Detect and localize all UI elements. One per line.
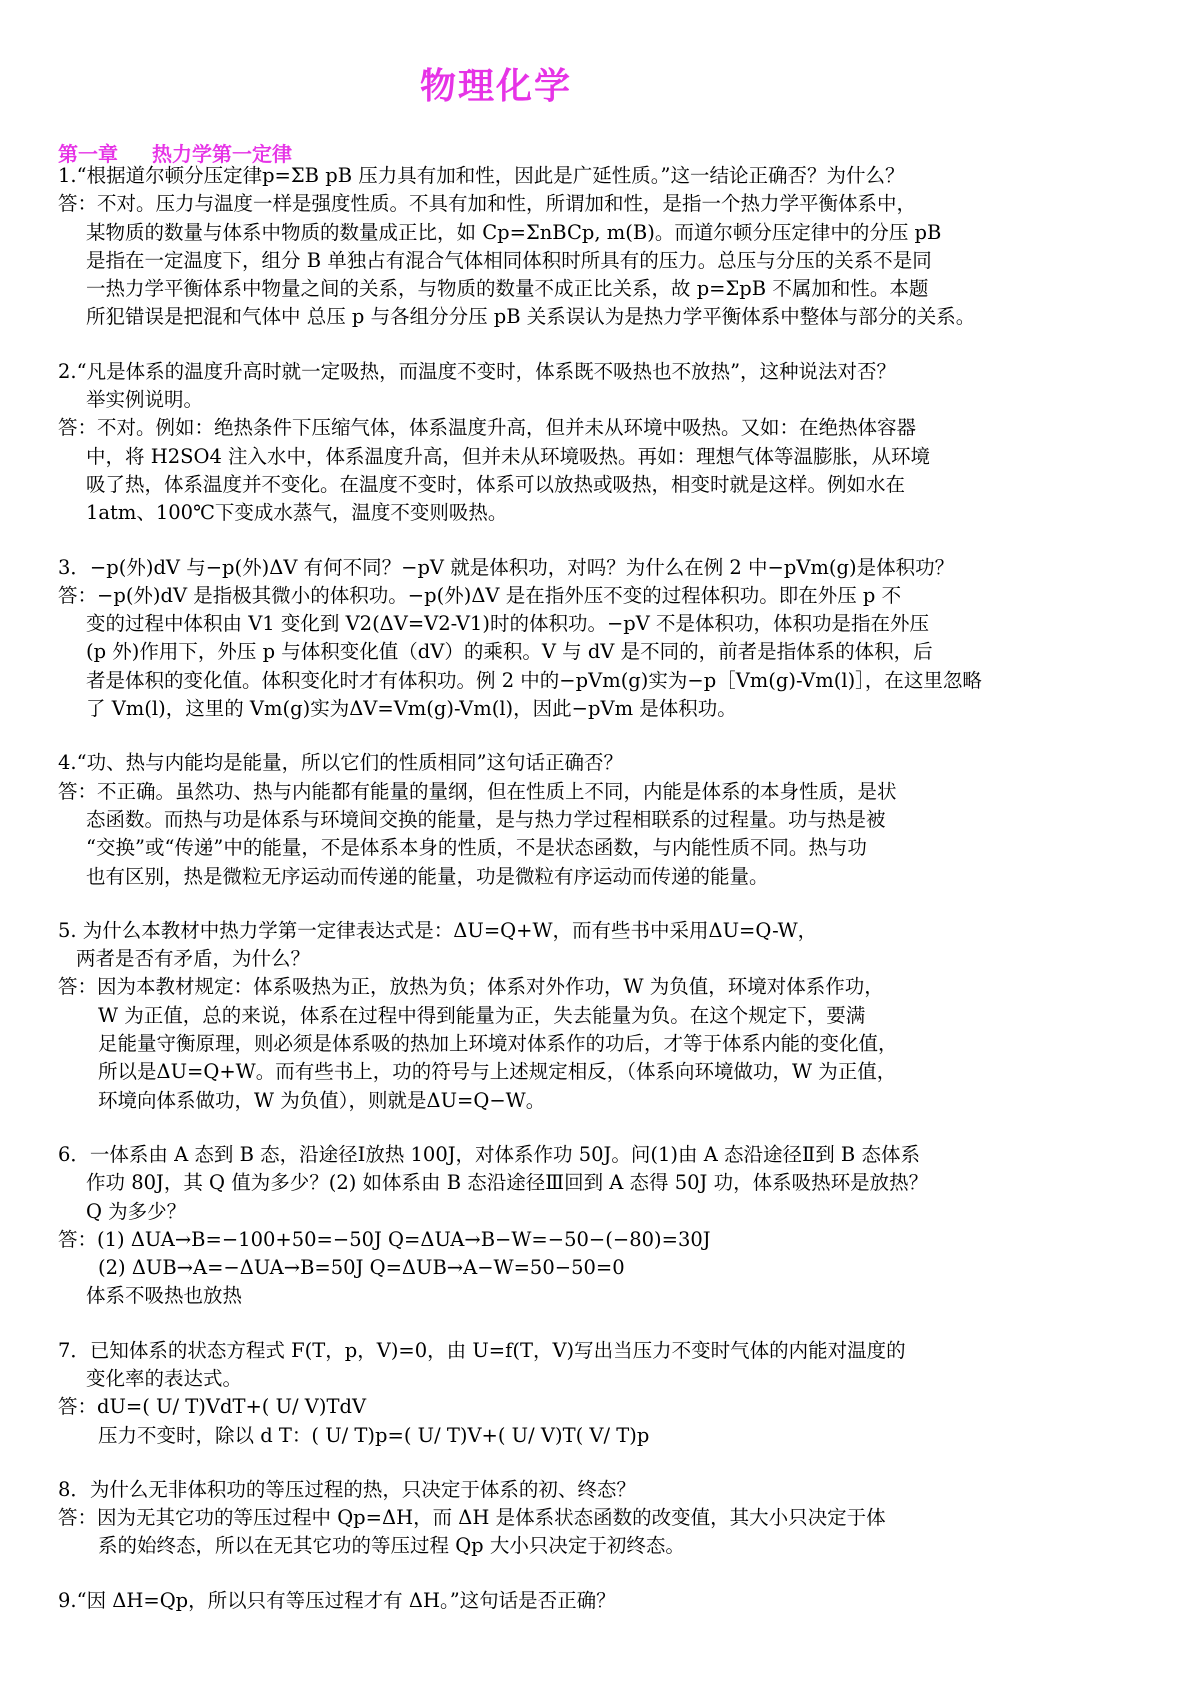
paragraph-spacer [58,1450,1158,1476]
text-line: 压力不变时，除以 d T：( U/ T)p=( U/ T)V+( U/ V)T( V/ T)p [98,1423,650,1447]
page-title: 物理化学 [420,66,573,107]
chapter-name: 热力学第一定律 [152,142,292,166]
text-line: 答：因为无其它功的等压过程中 Qp=ΔH，而 ΔH 是体系状态函数的改变值，其大小只决定于体 [58,1506,886,1530]
text-line: 态函数。而热与功是体系与环境间交换的能量，是与热力学过程相联系的过程量。功与热是被 [86,807,886,831]
chapter-number: 第一章 [58,142,118,166]
qa-item [58,1141,1158,1311]
text-line: “交换”或“传递”中的能量，不是体系本身的性质，不是状态函数，与内能性质不同。热与功 [86,836,867,860]
text-line: 6．一体系由 A 态到 B 态，沿途径Ⅰ放热 100J，对体系作功 50J。问(1)由 A 态沿途径Ⅱ到 B 态体系 [58,1142,920,1166]
paragraph-spacer [58,528,1158,554]
qa-item [58,749,1158,890]
text-line: 一热力学平衡体系中物量之间的关系，与物质的数量不成正比关系，故 p=ΣpB 不属加和性。本题 [86,277,929,301]
text-line: 答：dU=( U/ T)VdT+( U/ V)TdV [58,1395,367,1419]
text-line: Q 为多少？ [86,1199,187,1223]
qa-item [58,162,1158,332]
text-line: (2) ΔUB→A=−ΔUA→B=50J Q=ΔUB→A−W=50−50=0 [98,1256,625,1280]
text-line: 系的始终态，所以在无其它功的等压过程 Qp 大小只决定于初终态。 [98,1534,685,1558]
text-line: 8．为什么无非体积功的等压过程的热，只决定于体系的初、终态？ [58,1477,636,1501]
text-line: 答：(1) ΔUA→B=−100+50=−50J Q=ΔUA→B−W=−50−(−80)=30J [58,1227,711,1251]
text-line: 答：不正确。虽然功、热与内能都有能量的量纲，但在性质上不同，内能是体系的本身性质，是状 [58,779,897,803]
text-line: 9.“因 ΔH=Qp，所以只有等压过程才有 ΔH。”这句话是否正确？ [58,1588,616,1612]
text-line: 体系不吸热也放热 [86,1284,243,1308]
text-line: 举实例说明。 [86,388,204,412]
text-line: 某物质的数量与体系中物质的数量成正比，如 Cp=ΣnBCp, m(B)。而道尔顿分压定律中的分压 pB [86,220,942,244]
paragraph-spacer [58,1115,1158,1141]
text-line: (p 外)作用下，外压 p 与体积变化值（dV）的乘积。V 与 dV 是不同的，前者是指体系的体积，后 [86,640,933,664]
qa-content [58,162,1158,1615]
text-line: 两者是否有矛盾，为什么？ [76,947,311,971]
text-line: 7．已知体系的状态方程式 F(T，p，V)=0，由 U=f(T，V)写出当压力不变时气体的内能对温度的 [58,1338,906,1362]
text-line: 3．−p(外)dV 与−p(外)ΔV 有何不同？−pV 就是体积功，对吗？为什么在例 2 中−pVm(g)是体积功？ [58,555,955,579]
paragraph-spacer [58,1561,1158,1587]
text-line: 是指在一定温度下，组分 B 单独占有混合气体相同体积时所具有的压力。总压与分压的关系不是同 [86,248,932,272]
qa-item [58,1337,1158,1450]
text-line: 也有区别，热是微粒无序运动而传递的能量，功是微粒有序运动而传递的能量。 [86,864,769,888]
qa-item [58,554,1158,724]
text-line: 4.“功、热与内能均是能量，所以它们的性质相同”这句话正确否？ [58,751,624,775]
text-line: 5. 为什么本教材中热力学第一定律表达式是：ΔU=Q+W，而有些书中采用ΔU=Q-W， [58,918,818,942]
text-line: 作功 80J，其 Q 值为多少？(2) 如体系由 B 态沿途径Ⅲ回到 A 态得 50J 功，体系吸热环是放热？ [86,1171,929,1195]
paragraph-spacer [58,1311,1158,1337]
paragraph-spacer [58,891,1158,917]
text-line: 变的过程中体积由 V1 变化到 V2(ΔV=V2-V1)时的体积功。−pV 不是体积功，体积功是指在外压 [86,612,930,636]
text-line: 答：因为本教材规定：体系吸热为正，放热为负；体系对外作功，W 为负值，环境对体系作功， [58,975,884,999]
text-line: W 为正值，总的来说，体系在过程中得到能量为正，失去能量为负。在这个规定下，要满 [98,1003,866,1027]
text-line: 答：不对。压力与温度一样是强度性质。不具有加和性，所谓加和性，是指一个热力学平衡体系中， [58,192,917,216]
text-line: 中，将 H2SO4 注入水中，体系温度升高，但并未从环境吸热。再如：理想气体等温膨胀，从环境 [86,444,931,468]
text-line: 1.“根据道尔顿分压定律p=ΣB pB 压力具有加和性，因此是广延性质。”这一结论正确否？为什么？ [58,164,905,187]
text-line: 变化率的表达式。 [86,1366,243,1390]
text-line: 了 Vm(l)，这里的 Vm(g)实为ΔV=Vm(g)-Vm(l)，因此−pVm 是体积功。 [86,697,737,721]
qa-item [58,358,1158,528]
paragraph-spacer [58,723,1158,749]
text-line: 答：不对。例如：绝热条件下压缩气体，体系温度升高，但并未从环境中吸热。又如：在绝热体容器 [58,416,917,440]
text-line: 环境向体系做功，W 为负值），则就是ΔU=Q−W。 [98,1088,546,1112]
text-line: 所以是ΔU=Q+W。而有些书上，功的符号与上述规定相反，（体系向环境做功，W 为正值， [98,1060,897,1084]
text-line: 所犯错误是把混和气体中 总压 p 与各组分分压 pB 关系误认为是热力学平衡体系中整体与部分的关系。 [86,305,976,329]
qa-item [58,1587,1158,1615]
text-line: 2.“凡是体系的温度升高时就一定吸热，而温度不变时，体系既不吸热也不放热”，这种说法对否？ [58,359,897,383]
qa-item [58,1476,1158,1561]
text-line: 足能量守衡原理，则必须是体系吸的热加上环境对体系作的功后，才等于体系内能的变化值， [98,1032,898,1056]
qa-item [58,917,1158,1115]
text-line: 答：−p(外)dV 是指极其微小的体积功。−p(外)ΔV 是在指外压不变的过程体积功。即在外压 p 不 [58,583,902,607]
text-line: 者是体积的变化值。体积变化时才有体积功。例 2 中的−pVm(g)实为−p［Vm(g)-Vm(l)］，在这里忽略 [86,668,982,692]
text-line: 吸了热，体系温度并不变化。在温度不变时，体系可以放热或吸热，相变时就是这样。例如水在 [86,472,906,496]
paragraph-spacer [58,332,1158,358]
text-line: 1atm、100℃下变成水蒸气，温度不变则吸热。 [86,501,508,525]
